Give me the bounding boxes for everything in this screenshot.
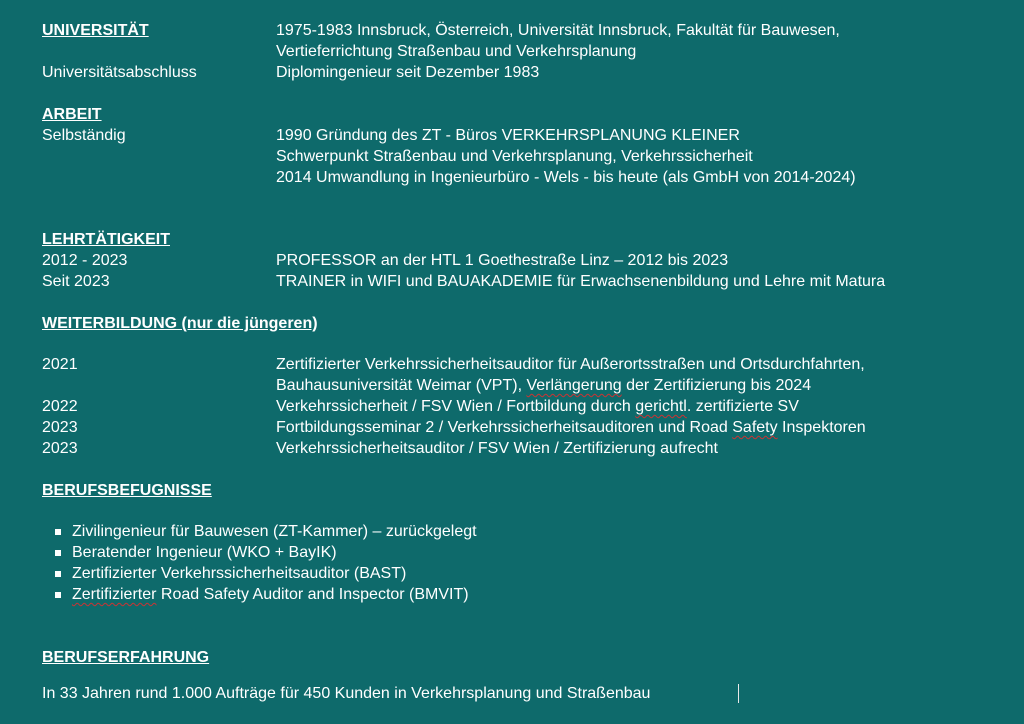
- weiter-year-4: 2023: [42, 440, 78, 457]
- text-segment: . zertifizierte SV: [686, 398, 799, 415]
- heading-lehrtaetigkeit: LEHRTÄTIGKEIT: [42, 231, 170, 248]
- spellcheck-word: gerichtl: [635, 398, 687, 415]
- weiter-value-1-line-2: [276, 376, 811, 396]
- arbeit-line-3: 2014 Umwandlung in Ingenieurbüro - Wels - bis heute (als GmbH von 2014-2024): [276, 169, 856, 186]
- abschluss-label: Universitätsabschluss: [42, 64, 197, 81]
- erfahrung-text: In 33 Jahren rund 1.000 Aufträge für 450 Kunden in Verkehrsplanung und Straßenbau: [42, 685, 651, 702]
- weiter-value-4: Verkehrssicherheitsauditor / FSV Wien / Zertifizierung aufrecht: [276, 440, 718, 457]
- arbeit-line-2: Schwerpunkt Straßenbau und Verkehrsplanung, Verkehrssicherheit: [276, 148, 753, 165]
- bullet-icon: [55, 550, 61, 556]
- heading-berufserfahrung: BERUFSERFAHRUNG: [42, 649, 210, 666]
- weiter-value-3: [276, 418, 866, 438]
- heading-universitaet: UNIVERSITÄT: [42, 22, 149, 39]
- heading-arbeit: ARBEIT: [42, 106, 102, 123]
- universitaet-line-1: 1975-1983 Innsbruck, Österreich, Universität Innsbruck, Fakultät für Bauwesen,: [276, 22, 840, 39]
- befugnis-item-4: [72, 585, 469, 605]
- lehr-value-2: TRAINER in WIFI und BAUAKADEMIE für Erwachsenenbildung und Lehre mit Matura: [276, 273, 886, 290]
- befugnis-item-1: Zivilingenieur für Bauwesen (ZT-Kammer) – zurückgelegt: [72, 523, 477, 540]
- spellcheck-word: Safety: [732, 419, 778, 436]
- heading-weiterbildung: WEITERBILDUNG (nur die jüngeren): [42, 315, 318, 332]
- spellcheck-word: Verlängerung: [526, 377, 622, 394]
- text-segment: Road Safety Auditor and Inspector (BMVIT): [156, 586, 469, 603]
- bullet-icon: [55, 571, 61, 577]
- spellcheck-word: Zertifizierter: [72, 586, 157, 603]
- bullet-icon: [55, 592, 61, 598]
- weiter-year-3: 2023: [42, 419, 78, 436]
- bullet-icon: [55, 529, 61, 535]
- heading-berufsbefugnisse: BERUFSBEFUGNISSE: [42, 482, 212, 499]
- text-segment: der Zertifizierung bis 2024: [621, 377, 812, 394]
- lehr-label-2: Seit 2023: [42, 273, 110, 290]
- arbeit-line-1: 1990 Gründung des ZT - Büros VERKEHRSPLANUNG KLEINER: [276, 127, 740, 144]
- text-segment: Inspektoren: [777, 419, 866, 436]
- text-segment: Fortbildungsseminar 2 / Verkehrssicherheitsauditoren und Road: [276, 419, 733, 436]
- universitaet-line-2: Vertieferrichtung Straßenbau und Verkehrsplanung: [276, 43, 637, 60]
- weiter-value-1-line-1: Zertifizierter Verkehrssicherheitsauditor für Außerortsstraßen und Ortsdurchfahrten,: [276, 356, 865, 373]
- lehr-value-1: PROFESSOR an der HTL 1 Goethestraße Linz – 2012 bis 2023: [276, 252, 729, 269]
- lehr-label-1: 2012 - 2023: [42, 252, 128, 269]
- text-cursor: [738, 684, 739, 703]
- text-segment: Verkehrssicherheit / FSV Wien / Fortbildung durch: [276, 398, 636, 415]
- text-segment: Bauhausuniversität Weimar (VPT),: [276, 377, 527, 394]
- weiter-year-1: 2021: [42, 356, 78, 373]
- weiter-value-2: [276, 397, 799, 417]
- befugnis-item-2: Beratender Ingenieur (WKO + BayIK): [72, 544, 337, 561]
- weiter-year-2: 2022: [42, 398, 78, 415]
- arbeit-label: Selbständig: [42, 127, 126, 144]
- abschluss-value: Diplomingenieur seit Dezember 1983: [276, 64, 540, 81]
- befugnis-item-3: Zertifizierter Verkehrssicherheitsauditor (BAST): [72, 565, 407, 582]
